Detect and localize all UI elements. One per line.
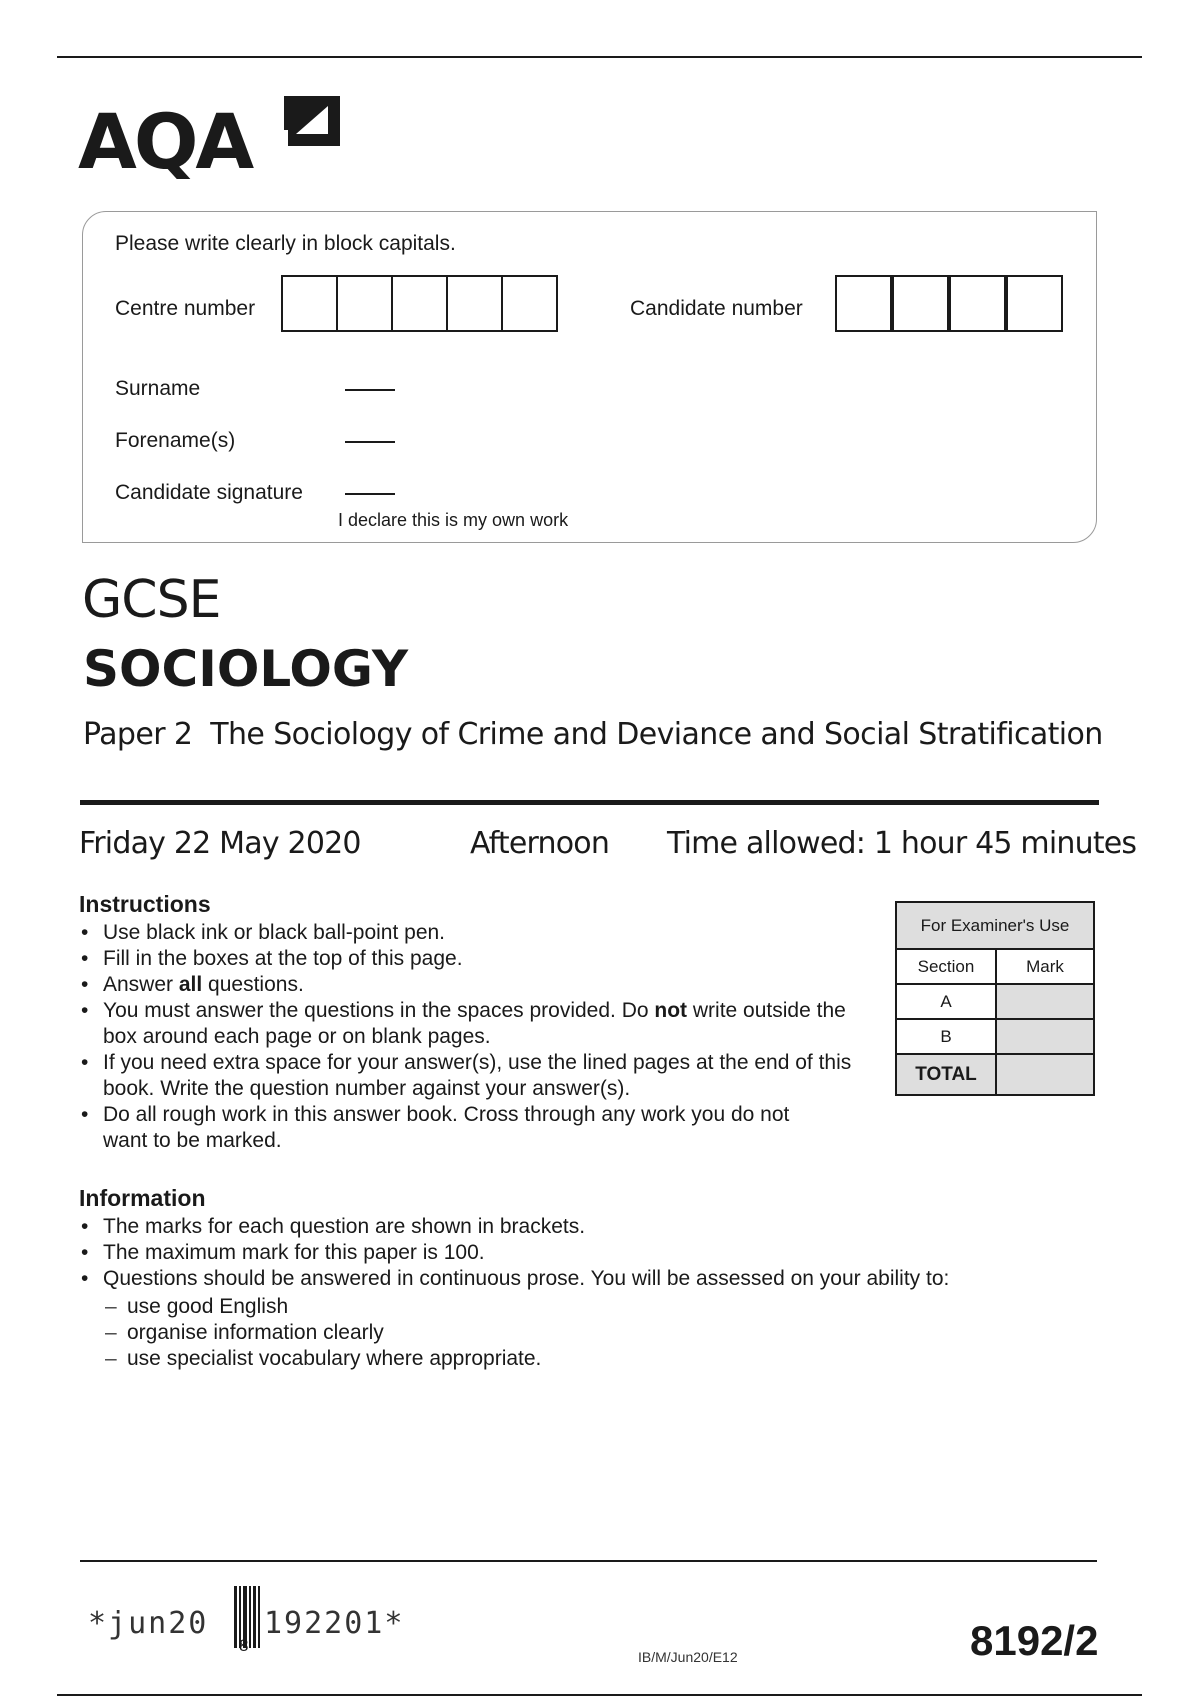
section-a-label: A [896,984,996,1019]
information-item: • The maximum mark for this paper is 100. [79,1240,1119,1266]
instruction-item: • Do all rough work in this answer book. Cross through any work you do not want to be marked. [79,1102,803,1154]
criterion-item: – organise information clearly [103,1320,803,1346]
barcode-digit: 8 [239,1636,249,1655]
exam-session: Afternoon [470,826,610,861]
barcode-right-text: 192201* [264,1606,405,1641]
mark-column-header: Mark [996,949,1094,984]
paper-number: Paper 2 [83,717,193,752]
information-list [79,1214,1119,1292]
instruction-item: • Use black ink or black ball-point pen. [79,920,869,946]
barcode-left-text: *jun20 [88,1606,209,1641]
instruction-item: • Fill in the boxes at the top of this page. [79,946,869,972]
paper-title [83,717,1103,752]
barcode [88,1586,438,1656]
total-mark [996,1054,1094,1095]
signature-field[interactable] [345,493,395,495]
section-a-mark [996,984,1094,1019]
candidate-number-boxes[interactable] [835,275,1066,332]
centre-number-label: Centre number [115,297,256,320]
centre-number-digit[interactable] [501,275,558,332]
instruction-item: • Answer all questions. [79,972,869,998]
footer-rule [80,1560,1097,1562]
paper-code: 8192/2 [970,1617,1099,1664]
information-item: • The marks for each question are shown in brackets. [79,1214,1119,1240]
candidate-details-box [82,211,1097,543]
section-b-label: B [896,1019,996,1054]
information-item: • Questions should be answered in continuous prose. You will be assessed on your ability to: [79,1266,1119,1292]
qualification-title: GCSE [82,570,221,630]
exam-date: Friday 22 May 2020 [79,826,361,861]
time-allowed: Time allowed: 1 hour 45 minutes [667,826,1137,861]
centre-number-digit[interactable] [446,275,503,332]
document-reference: IB/M/Jun20/E12 [638,1649,738,1665]
centre-number-digit[interactable] [281,275,338,332]
paper-name: The Sociology of Crime and Deviance and Social Stratification [210,717,1103,752]
candidate-number-digit[interactable] [1006,275,1063,332]
information-heading: Information [79,1185,206,1211]
total-label: TOTAL [896,1054,996,1095]
top-rule [57,56,1142,58]
section-column-header: Section [896,949,996,984]
criterion-item: – use specialist vocabulary where appropriate. [103,1346,803,1372]
instruction-item: • You must answer the questions in the spaces provided. Do not write outside the box around each page or on blank pages. [79,998,855,1050]
subject-title: SOCIOLOGY [83,640,409,698]
forenames-label: Forename(s) [115,429,236,452]
instructions-heading: Instructions [79,891,211,917]
block-capitals-note: Please write clearly in block capitals. [115,232,456,255]
signature-label: Candidate signature [115,481,303,504]
forenames-field[interactable] [345,441,395,443]
centre-number-digit[interactable] [336,275,393,332]
assessment-criteria-list [103,1294,803,1372]
candidate-number-label: Candidate number [630,297,803,320]
instructions-list [79,920,869,1154]
candidate-number-digit[interactable] [835,275,892,332]
declaration-text: I declare this is my own work [338,510,569,530]
surname-label: Surname [115,377,201,400]
candidate-number-digit[interactable] [892,275,949,332]
surname-field[interactable] [345,389,395,391]
bottom-rule [57,1694,1142,1696]
logo-text: AQA [78,97,252,186]
aqa-logo [78,97,252,186]
centre-number-digit[interactable] [391,275,448,332]
candidate-number-digit[interactable] [949,275,1006,332]
criterion-item: – use good English [103,1294,803,1320]
examiners-use-title: For Examiner's Use [896,902,1094,949]
title-rule [80,800,1099,805]
examiners-use-table [895,901,1095,1096]
instruction-item: • If you need extra space for your answer(s), use the lined pages at the end of this book. Write the question number against your answer(s). [79,1050,855,1102]
section-b-mark [996,1019,1094,1054]
logo-mark-icon [282,90,342,150]
centre-number-boxes[interactable] [281,275,569,332]
